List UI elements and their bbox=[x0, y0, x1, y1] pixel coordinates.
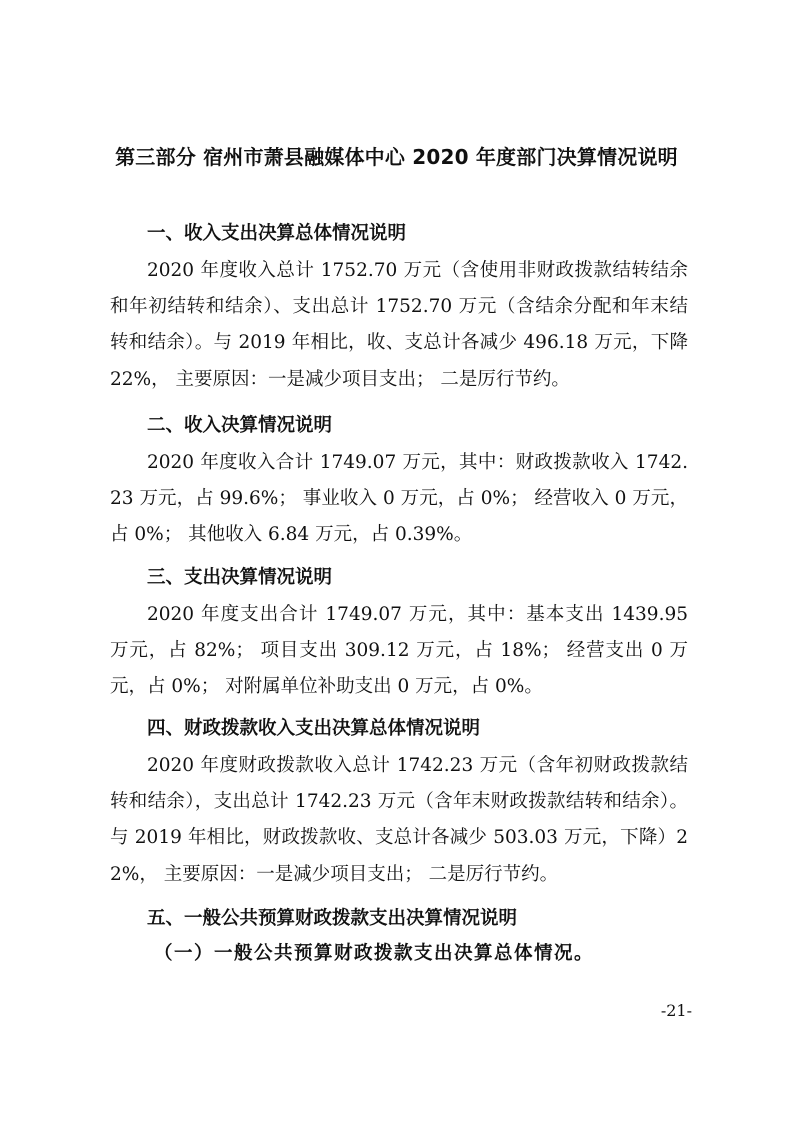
section-heading-3: 三、支出决算情况说明 bbox=[147, 567, 333, 588]
section-paragraph-3: 2020 年度支出合计 1749.07 万元，其中：基本支出 1439.95 万元，占 82%； 项目支出 309.12 万元，占 18%； 经营支出 0 万元，占 0%； 对附属单位补助支出 0 万元，占 0%。 bbox=[110, 604, 688, 698]
page-title: 第三部分 宿州市萧县融媒体中心 2020 年度部门决算情况说明 bbox=[115, 145, 678, 169]
subsection-heading: （一）一般公共预算财政拨款支出决算总体情况。 bbox=[154, 943, 595, 964]
section-heading-2: 二、收入决算情况说明 bbox=[147, 415, 333, 436]
section-paragraph-4: 2020 年度财政拨款收入总计 1742.23 万元（含年初财政拨款结转和结余），支出总计 1742.23 万元（含年末财政拨款结转和结余）。与 2019 年相比，财政拨款收、支总计各减少 503.03 万元，下降）22%， 主要原因：一是减少项目支出； 二是厉行节约。 bbox=[110, 755, 688, 885]
page-number: -21- bbox=[660, 1001, 692, 1020]
section-heading-5: 五、一般公共预算财政拨款支出决算情况说明 bbox=[147, 908, 518, 929]
section-paragraph-2: 2020 年度收入合计 1749.07 万元，其中：财政拨款收入 1742.23 万元，占 99.6%； 事业收入 0 万元，占 0%； 经营收入 0 万元，占 0%； 其他收入 6.84 万元，占 0.39%。 bbox=[110, 452, 688, 546]
section-heading-4: 四、财政拨款收入支出决算总体情况说明 bbox=[147, 718, 481, 739]
section-paragraph-1: 2020 年度收入总计 1752.70 万元（含使用非财政拨款结转结余和年初结转和结余）、支出总计 1752.70 万元（含结余分配和年末结转和结余）。与 2019 年相比，收、支总计各减少 496.18 万元，下降 22%， 主要原因：一是减少项目支出； 二是厉行节约。 bbox=[110, 260, 688, 390]
section-heading-1: 一、收入支出决算总体情况说明 bbox=[147, 223, 407, 244]
